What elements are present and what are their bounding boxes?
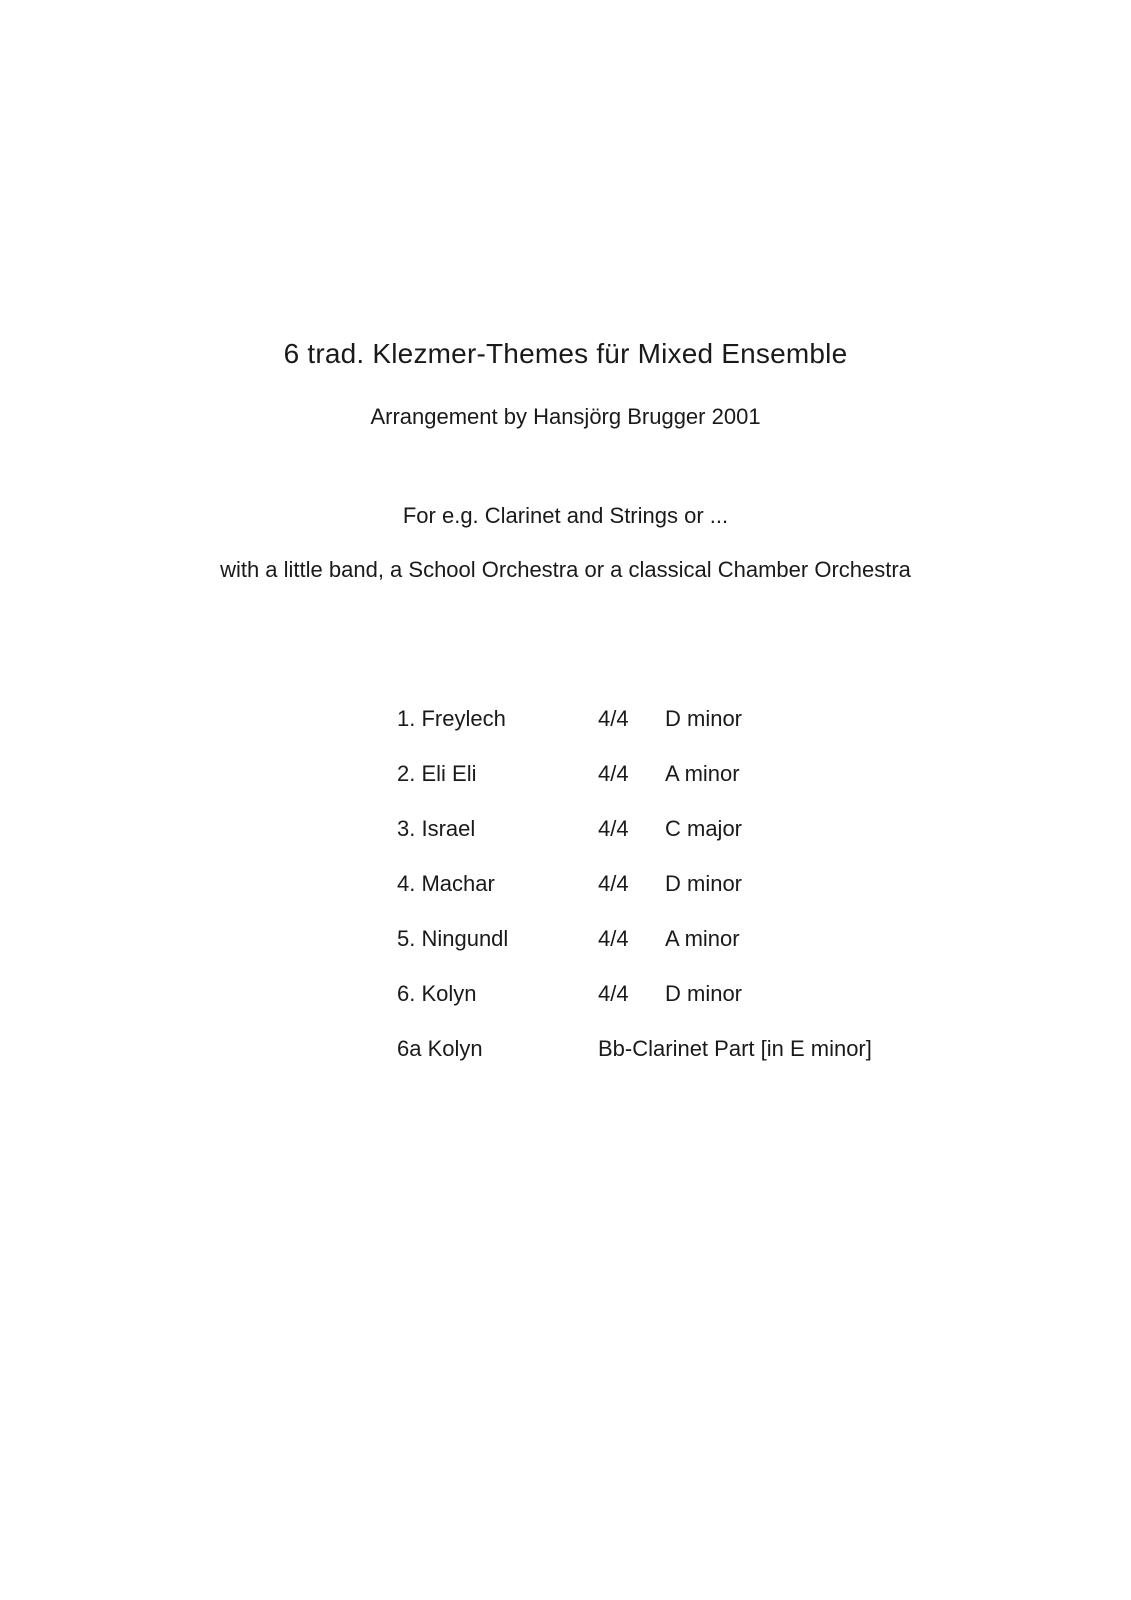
piece-row-extra — [397, 1036, 957, 1091]
piece-meter: 4/4 — [598, 871, 629, 896]
piece-meter: 4/4 — [598, 926, 629, 951]
piece-row — [397, 816, 957, 871]
piece-name: 1. Freylech — [397, 706, 506, 731]
piece-row — [397, 926, 957, 981]
piece-row — [397, 981, 957, 1036]
piece-row — [397, 871, 957, 926]
piece-meter: 4/4 — [598, 706, 629, 731]
document-title: 6 trad. Klezmer-Themes für Mixed Ensemble — [283, 338, 848, 369]
piece-key: A minor — [665, 926, 740, 951]
piece-key: D minor — [665, 871, 743, 896]
piece-key: D minor — [665, 706, 743, 731]
piece-part: Bb-Clarinet Part [in E minor] — [598, 1036, 872, 1061]
piece-row — [397, 706, 957, 761]
document-subtitle: Arrangement by Hansjörg Brugger 2001 — [370, 404, 761, 429]
piece-key: A minor — [665, 761, 740, 786]
instrumentation-note-1: For e.g. Clarinet and Strings or ... — [402, 503, 729, 528]
piece-name: 3. Israel — [397, 816, 476, 841]
piece-name: 2. Eli Eli — [397, 761, 477, 786]
piece-meter: 4/4 — [598, 816, 629, 841]
piece-key: D minor — [665, 981, 743, 1006]
piece-meter: 4/4 — [598, 761, 629, 786]
piece-meter: 4/4 — [598, 981, 629, 1006]
piece-key: C major — [665, 816, 743, 841]
piece-row — [397, 761, 957, 816]
piece-name: 4. Machar — [397, 871, 495, 896]
piece-name: 6. Kolyn — [397, 981, 477, 1006]
instrumentation-note-2: with a little band, a School Orchestra or a classical Chamber Orchestra — [220, 557, 911, 582]
piece-name: 5. Ningundl — [397, 926, 509, 951]
piece-name: 6a Kolyn — [397, 1036, 483, 1061]
piece-list — [397, 706, 957, 1091]
